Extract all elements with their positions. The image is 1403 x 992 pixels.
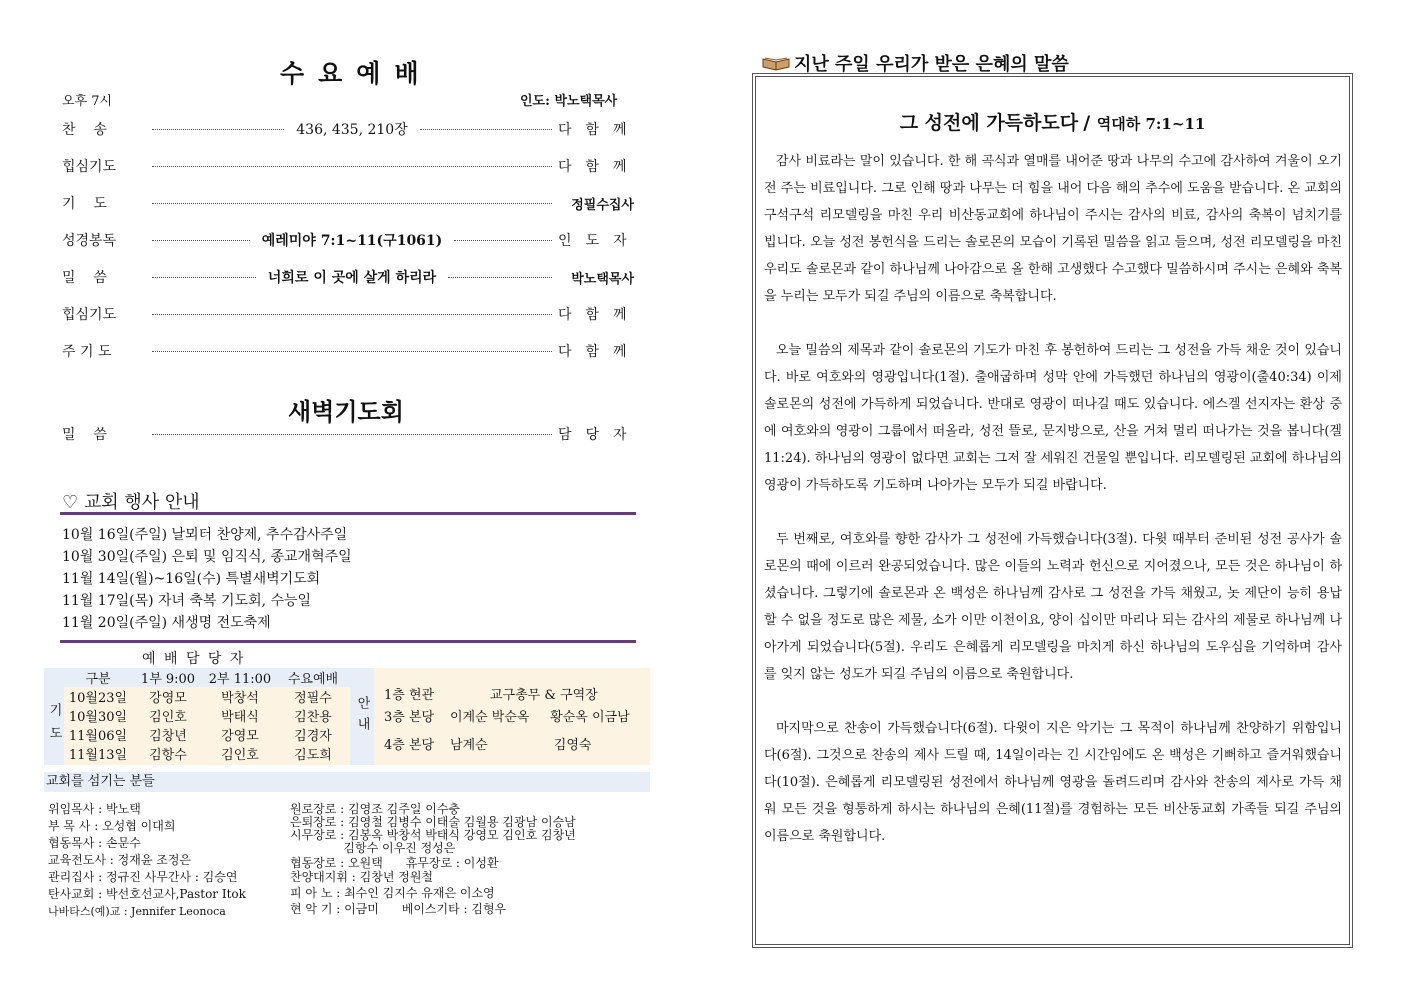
event-item: 10월 30일(주일) 은퇴 및 임직식, 종교개혁주일 [62, 549, 352, 565]
event-item: 11월 17일(목) 자녀 축복 기도회, 수능일 [62, 593, 312, 609]
wed-order-person: 인도자 [558, 233, 641, 249]
duty-cell: 박태식 [221, 710, 259, 725]
staff-right-item: 협동장로 : 오원택 휴무장로 : 이성환 [290, 856, 499, 870]
duty-row [64, 725, 350, 744]
leader-dots [152, 351, 552, 352]
duty-cell: 정필수 [294, 691, 332, 706]
guide-floor: 1층 현관 [384, 688, 435, 703]
staff-right-item: 김항수 이우진 정성은 [290, 841, 456, 855]
wed-order-row [62, 303, 641, 325]
event-item: 11월 20일(주일) 새생명 전도축제 [62, 615, 271, 631]
duty-header-cell: 수요예배 [287, 672, 339, 687]
staff-left-item: 관리집사 : 정규진 사무간사 : 김승연 [48, 870, 238, 884]
duty-header-cell: 1부 9:00 [140, 672, 196, 687]
duty-table [64, 668, 350, 763]
duty-cell: 10월30일 [68, 710, 128, 725]
duty-cell: 강영모 [149, 691, 187, 706]
events-divider-bottom [60, 640, 636, 643]
staff-left-item: 나바타스(예)교 : Jennifer Leonoca [48, 905, 226, 918]
wed-order-label: 찬 송 [62, 122, 107, 138]
sermon-body [764, 148, 1342, 850]
wed-order-label: 힙심기도 [62, 307, 117, 323]
staff-right-item: 현 악 기 : 이금미 베이스기타 : 김형우 [290, 902, 507, 916]
staff-left-item: 부 목 사 : 오성협 이대희 [48, 819, 176, 833]
leader-dots [152, 240, 250, 241]
staff-left-item: 협동목사 : 손문수 [48, 836, 141, 850]
duty-cell: 11월06일 [68, 729, 128, 744]
sermon-ref: 역대하 7:1~11 [1096, 115, 1206, 133]
duty-cell: 김찬용 [294, 710, 332, 725]
duty-cell: 김창년 [149, 729, 187, 744]
wed-order-person: 다함께 [558, 307, 641, 323]
wed-order-row [62, 229, 641, 251]
wed-order-label: 힙심기도 [62, 159, 117, 175]
guide-names: 이계순 박순옥 황순옥 이금남 [450, 710, 630, 725]
wed-leader: 인도: 박노택목사 [520, 94, 618, 109]
staff-left-item: 위임목사 : 박노택 [48, 802, 141, 816]
staff-right-item: 피 아 노 : 최수인 김지수 유재은 이소영 [290, 886, 495, 900]
staff-left-item: 교육전도사 : 정재윤 조정은 [48, 853, 191, 867]
guide-row [384, 684, 598, 703]
events-list [62, 524, 352, 634]
staff-left-item: 탄사교회 : 박선호선교사,Pastor Itok [48, 887, 246, 901]
leader-dots [152, 314, 552, 315]
sermon-heading-text: 지난 주일 우리가 받은 은혜의 말씀 [794, 54, 1069, 75]
staff-right-item: 원로장로 : 김영조 김주일 이수충 [290, 802, 460, 816]
sermon-paragraph: 마지막으로 찬송이 가득했습니다(6절). 다윗이 지은 악기는 그 목적이 하나님께 찬양하기 위함입니다(6절). 그것으로 찬송의 제사 드릴 때, 14일이라는 긴 시간임에도 온 백성은 기뻐하고 즐거워했습니다(10절). 은혜롭게 리모델링된 성전에서 하나님께 영광을 돌려드리며 감사와 찬송의 제사로 가득 채워 모든 것을 형통하게 하시는 하나님의 은혜(11절)를 경험하는 모든 비산동교회 가족들 되길 주님의 이름으로 축원합니다. [764, 721, 1342, 844]
sermon-paragraph: 감사 비료라는 말이 있습니다. 한 해 곡식과 열매를 내어준 땅과 나무의 수고에 감사하여 겨울이 오기 전 주는 비료입니다. 그로 인해 땅과 나무는 더 힘을 내어 다음 해의 추수에 도움을 받습니다. 온 교회의 구석구석 리모델링을 마친 우리 비산동교회에 하나님이 주시는 감사의 비료, 감사의 축복이 넘치기를 빕니다. 오늘 성전 봉헌식을 드리는 솔로몬의 모습이 기록된 밀씀을 읽고 들으며, 성전 리모델링을 마친 우리도 솔로몬과 같이 하나님께 나아감으로 올 한해 고생했다 수고했다 밀씀하시며 주시는 은혜와 축복을 누리는 모두가 되길 주님의 이름으로 축복합니다. [764, 154, 1342, 304]
dawn-right: 담당자 [558, 427, 641, 443]
events-divider [60, 512, 636, 515]
leader-dots [152, 129, 284, 130]
duty-row [64, 706, 350, 725]
duty-cell: 김인호 [221, 748, 259, 763]
dawn-row [62, 423, 641, 445]
duty-side-label: 기도 [44, 687, 64, 765]
leader-dots [152, 277, 256, 278]
wed-order-person: 정필수집사 [571, 197, 634, 213]
guide-side-label: 안내 [350, 668, 374, 765]
guide-row [384, 706, 630, 725]
guide-row [384, 734, 591, 753]
wed-order-person: 박노택목사 [571, 271, 635, 287]
leader-dots [420, 129, 552, 130]
wed-time: 오후 7시 [62, 94, 113, 109]
leader-dots [152, 434, 552, 435]
guide-names: 교구총무 & 구역장 [490, 688, 598, 703]
staff-right-item: 시무장로 : 김봉옥 박창석 박태식 강영모 김인호 김창년 [290, 828, 576, 842]
duty-header-cell: 2부 11:00 [208, 672, 272, 687]
leader-dots [152, 203, 552, 204]
wed-order-person: 다함께 [558, 344, 641, 360]
duty-block [44, 668, 650, 768]
sermon-paragraph: 두 번째로, 여호와를 향한 감사가 그 성전에 가득했습니다(3절). 다윗 때부터 준비된 성전 공사가 솔로몬의 때에 이르러 완공되었습니다. 많은 이들의 노력과 헌신으로 지어졌으나, 모든 것은 하나님이 하셨습니다. 그렇기에 솔로몬과 온 백성은 하나님께 감사로 그 성전을 가득 채웠고, 놋 제단이 능히 용납할 수 없을 정도로 많은 제물, 소가 이만 이천이요, 양이 십이만 마리나 되는 감사의 제물로 하나님께 나아가게 되었습니다(5절). 우리도 은혜롭게 리모델링을 마치게 하신 하나님의 도우심을 기억하며 감사를 잊지 않는 성도가 되길 주님의 이름으로 축원합니다. [764, 532, 1342, 682]
wed-order-row [62, 192, 634, 214]
wed-service-title: 수요예배 [280, 59, 433, 88]
guide-names: 남계순 김영숙 [450, 738, 592, 753]
duty-cell: 김경자 [294, 729, 332, 744]
duty-cell: 김인호 [149, 710, 187, 725]
wed-order-content: 너희로 이 곳에 살게 하리라 [267, 270, 437, 286]
wed-order-row [62, 118, 641, 140]
wed-order-row [62, 155, 641, 177]
duty-header-cell: 구분 [85, 672, 111, 687]
duty-cell: 박창석 [221, 691, 259, 706]
wed-order-content: 436, 435, 210장 [296, 122, 408, 138]
wed-order-label: 밀 씀 [62, 270, 107, 286]
wed-order-person: 다함께 [558, 159, 641, 175]
sermon-title-line: 그 성전에 가득하도다 / 역대하 7:1~11 [899, 112, 1206, 134]
wed-order-label: 성경봉독 [62, 233, 117, 249]
guide-floor: 3층 본당 [384, 710, 435, 725]
leader-dots [454, 240, 552, 241]
wed-order-row [62, 266, 634, 288]
wed-order-row [62, 340, 641, 362]
wed-order-person: 다함께 [558, 122, 641, 138]
events-title: ♡ 교회 행사 안내 [62, 492, 200, 513]
duty-cell: 10월23일 [68, 691, 128, 706]
staff-right-item: 은퇴장로 : 김영철 김병수 이태술 김월용 김광남 이승남 [290, 815, 576, 829]
sermon-paragraph: 오늘 밀씀의 제목과 같이 솔로몬의 기도가 마친 후 봉헌하여 드리는 그 성전을 가득 채운 것이 있습니다. 바로 여호와의 영광입니다(1절). 출애굽하며 성막 안에 가득했던 하나님의 영광이(출40:34) 이제 솔로몬의 성전에 가득하게 되었습니다. 반대로 영광이 떠나길 때도 있습니다. 에스겔 선지자는 환상 중에 여호와의 영광이 그룹에서 떠올라, 성전 뜰로, 문지방으로, 산을 거쳐 멀리 떠나가는 것을 봅니다(겔11:24). 하나님의 영광이 없다면 교회는 그저 잘 세워진 건물일 뿐입니다. 리모델링된 교회에 하나님의 영광이 가득하도록 기도하며 나아가는 모두가 되길 바랍니다. [764, 343, 1342, 493]
duty-row [64, 744, 350, 763]
duty-cell: 김항수 [149, 748, 187, 763]
event-item: 11월 14일(월)~16일(수) 특별새벽기도회 [62, 571, 321, 587]
wed-order-content: 예레미야 7:1~11(구1061) [261, 233, 443, 249]
dawn-label: 밀 씀 [62, 427, 107, 443]
sermon-title: 그 성전에 가득하도다 [899, 112, 1079, 134]
duty-cell: 11월13일 [68, 748, 128, 763]
duty-cell: 김도희 [294, 748, 332, 763]
dawn-title: 새벽기도회 [288, 397, 404, 426]
event-item: 10월 16일(주일) 날뫼터 찬양제, 추수감사주일 [62, 527, 348, 543]
staff-title: 교회를 섬기는 분들 [44, 772, 650, 792]
duty-title: 예 배 담 당 자 [142, 651, 246, 667]
leader-dots [152, 166, 552, 167]
duty-cell: 강영모 [221, 729, 259, 744]
leader-dots [448, 277, 552, 278]
duty-row [64, 687, 350, 706]
book-icon [762, 55, 790, 71]
wed-order-label: 기 도 [62, 196, 107, 212]
wed-order-label: 주 기 도 [62, 344, 112, 360]
guide-floor: 4층 본당 [384, 738, 435, 753]
staff-right-item: 찬양대지휘 : 김창년 정원철 [290, 870, 433, 884]
